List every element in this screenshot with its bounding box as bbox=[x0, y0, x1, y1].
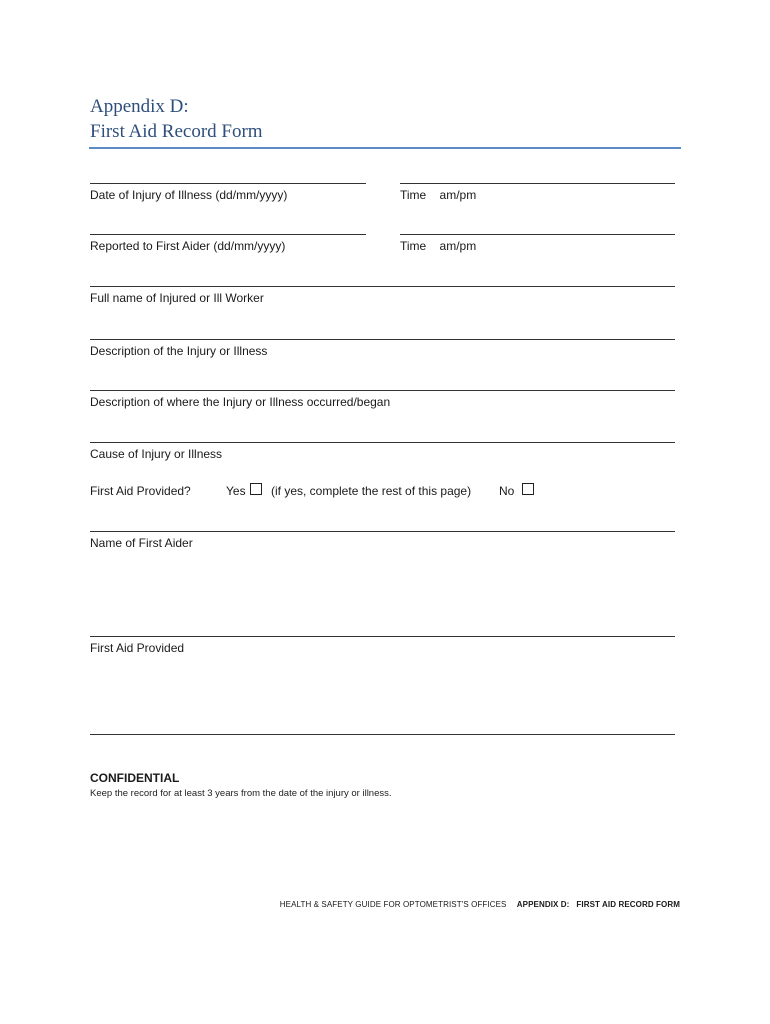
yes-note: (if yes, complete the rest of this page) bbox=[271, 484, 472, 498]
where-line[interactable] bbox=[90, 390, 675, 391]
description-line[interactable] bbox=[90, 339, 675, 340]
first-aid-question: First Aid Provided? bbox=[90, 484, 191, 498]
first-aider-name-line[interactable] bbox=[90, 531, 675, 532]
full-name-label: Full name of Injured or Ill Worker bbox=[90, 291, 264, 305]
first-aider-name-label: Name of First Aider bbox=[90, 536, 193, 550]
time-2-label: Time am/pm bbox=[400, 239, 477, 253]
page-footer bbox=[280, 900, 680, 909]
time-2-line[interactable] bbox=[400, 234, 675, 235]
title-line-1: Appendix D: bbox=[90, 96, 189, 117]
yes-label: Yes bbox=[226, 484, 246, 498]
where-label: Description of where the Injury or Illness occurred/began bbox=[90, 395, 391, 409]
reported-line[interactable] bbox=[90, 234, 366, 235]
cause-label: Cause of Injury or Illness bbox=[90, 447, 223, 461]
footer-appendix-title: APPENDIX D: FIRST AID RECORD FORM bbox=[516, 900, 680, 909]
time-1-line[interactable] bbox=[400, 183, 675, 184]
time-1-label: Time am/pm bbox=[400, 188, 477, 202]
page-title bbox=[90, 94, 263, 144]
first-aid-provided-label: First Aid Provided bbox=[90, 641, 185, 655]
title-line-2: First Aid Record Form bbox=[90, 121, 263, 142]
reported-label: Reported to First Aider (dd/mm/yyyy) bbox=[90, 239, 286, 253]
additional-notes-line[interactable] bbox=[90, 734, 675, 735]
footer-guide-title: HEALTH & SAFETY GUIDE FOR OPTOMETRIST'S OFFICES bbox=[279, 900, 507, 909]
date-injury-line[interactable] bbox=[90, 183, 366, 184]
confidential-note: Keep the record for at least 3 years from the date of the injury or illness. bbox=[90, 788, 392, 799]
cause-line[interactable] bbox=[90, 442, 675, 443]
confidential-heading: CONFIDENTIAL bbox=[90, 771, 180, 785]
description-label: Description of the Injury or Illness bbox=[90, 344, 268, 358]
no-label: No bbox=[499, 484, 515, 498]
title-underline bbox=[89, 147, 681, 149]
yes-checkbox[interactable] bbox=[250, 483, 262, 495]
first-aid-provided-line[interactable] bbox=[90, 636, 675, 637]
full-name-line[interactable] bbox=[90, 286, 675, 287]
date-injury-label: Date of Injury of Illness (dd/mm/yyyy) bbox=[90, 188, 288, 202]
no-checkbox[interactable] bbox=[522, 483, 534, 495]
